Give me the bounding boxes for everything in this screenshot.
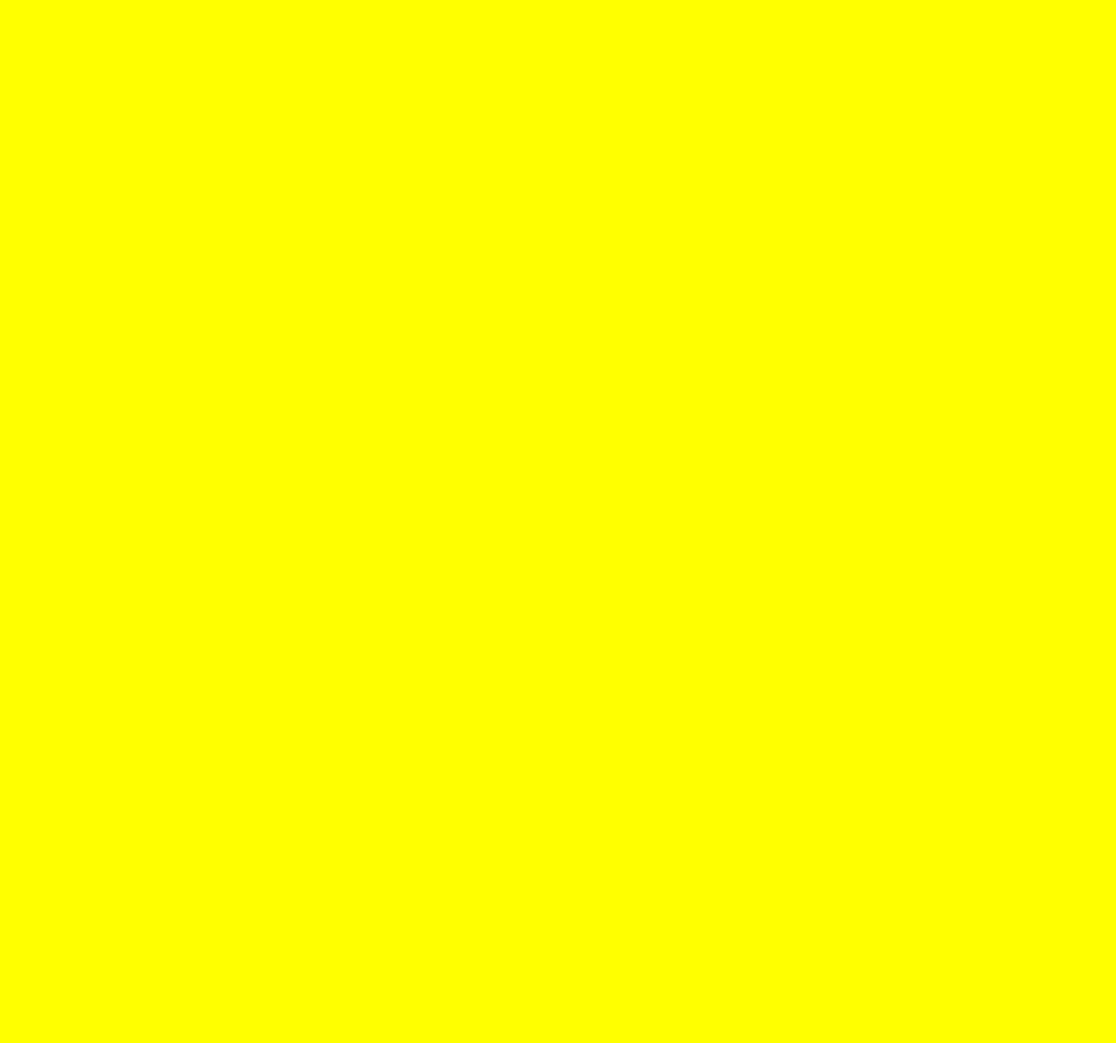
- footer-address[interactable]: [0, 1016, 1116, 1043]
- sheet-title[interactable]: [0, 0, 1116, 45]
